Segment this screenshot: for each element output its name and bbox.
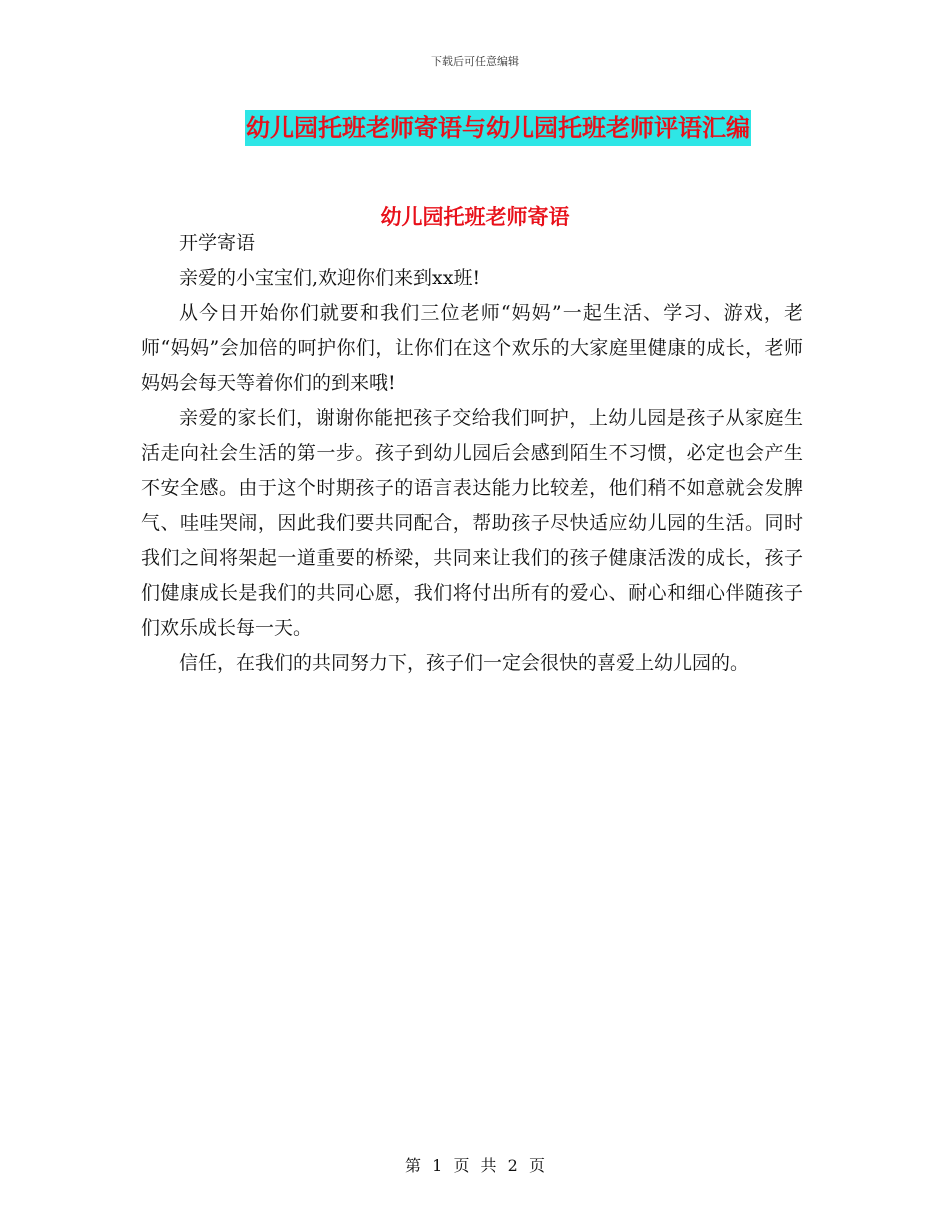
main-title-container [0,110,950,146]
paragraph: 亲爱的家长们，谢谢你能把孩子交给我们呵护，上幼儿园是孩子从家庭生活走向社会生活的第一步。孩子到幼儿园后会感到陌生不习惯，必定也会产生不安全感。由于这个时期孩子的语言表达能力比较差，他们稍不如意就会发脾气、哇哇哭闹，因此我们要共同配合，帮助孩子尽快适应幼儿园的生活。同时我们之间将架起一道重要的桥梁，共同来让我们的孩子健康活泼的成长，孩子们健康成长是我们的共同心愿，我们将付出所有的爱心、耐心和细心伴随孩子们欢乐成长每一天。 [141,407,803,639]
footer-label-di: 第 [405,1156,422,1175]
body-text [141,226,803,681]
footer-label-gong: 共 [480,1156,497,1175]
footer-label-ye2: 页 [528,1156,545,1175]
section-title: 幼儿园托班老师寄语 [380,205,570,229]
header-note: 下载后可任意编辑 [431,55,519,68]
paragraph: 信任，在我们的共同努力下，孩子们一定会很快的喜爱上幼儿园的。 [179,652,750,674]
page-number-current: 1 [432,1156,443,1175]
paragraph: 从今日开始你们就要和我们三位老师“妈妈”一起生活、学习、游戏，老师“妈妈”会加倍的呵护你们，让你们在这个欢乐的大家庭里健康的成长，老师妈妈会每天等着你们的到来哦! [141,302,803,394]
paragraph: 亲爱的小宝宝们,欢迎你们来到xx班! [179,267,481,289]
page-footer [0,1153,950,1176]
footer-label-ye: 页 [453,1156,470,1175]
page-number-total: 2 [507,1156,518,1175]
main-title: 幼儿园托班老师寄语与幼儿园托班老师评语汇编 [245,110,751,146]
paragraph-heading: 开学寄语 [179,232,256,254]
